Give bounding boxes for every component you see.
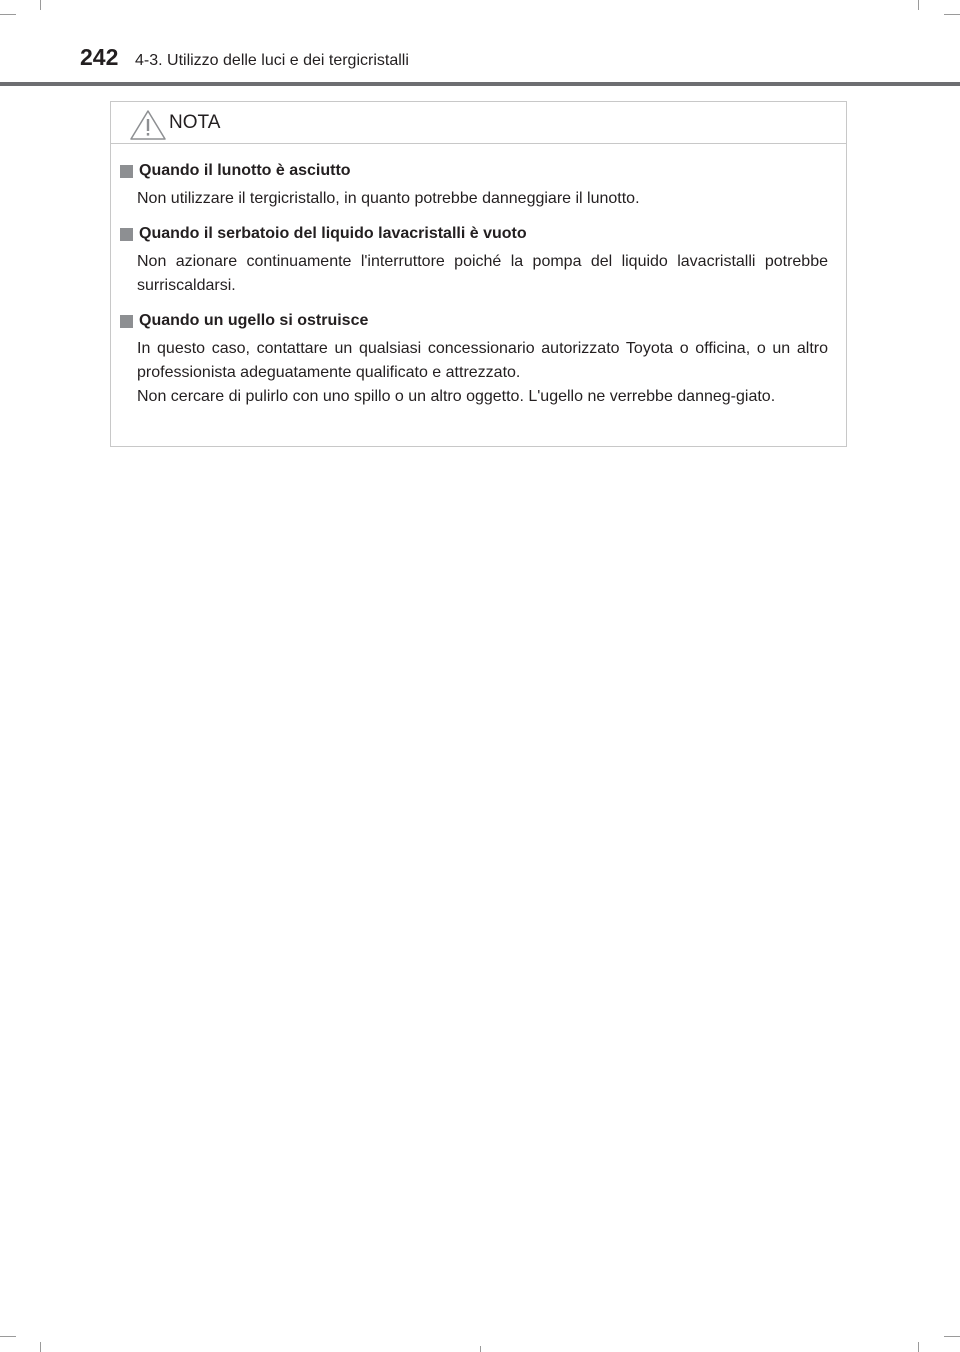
note-box — [110, 101, 847, 447]
section-title: 4-3. Utilizzo delle luci e dei tergicristalli — [135, 52, 409, 69]
note-item-text — [137, 187, 828, 211]
note-item-text — [137, 337, 828, 409]
crop-mark — [40, 0, 41, 10]
crop-mark — [0, 1336, 16, 1337]
note-item-title — [120, 222, 828, 246]
note-item — [120, 222, 828, 298]
note-body — [111, 144, 846, 409]
paragraph: In questo caso, contattare un qualsiasi concessionario autorizzato Toyota o officina, o un altro professionista adeguatamente qualificato e attrezzato. — [137, 340, 828, 381]
square-bullet-icon — [120, 228, 133, 241]
paragraph: Non azionare continuamente l'interruttore poiché la pompa del liquido lavacristalli potrebbe surriscaldarsi. — [137, 253, 828, 294]
crop-mark — [944, 14, 960, 15]
paragraph: Non utilizzare il tergicristallo, in quanto potrebbe danneggiare il lunotto. — [137, 190, 640, 207]
note-item-title-text: Quando il serbatoio del liquido lavacristalli è vuoto — [139, 225, 527, 242]
note-item — [120, 159, 828, 211]
square-bullet-icon — [120, 165, 133, 178]
note-item-title — [120, 309, 828, 333]
note-item-title-text: Quando il lunotto è asciutto — [139, 162, 351, 179]
square-bullet-icon — [120, 315, 133, 328]
crop-mark — [480, 1346, 481, 1352]
paragraph: Non cercare di pulirlo con uno spillo o un altro oggetto. L'ugello ne verrebbe danneg-giato. — [137, 388, 776, 405]
crop-mark — [918, 0, 919, 10]
crop-mark — [918, 1342, 919, 1352]
note-item-title-text: Quando un ugello si ostruisce — [139, 312, 369, 329]
header-rule — [0, 82, 960, 86]
crop-mark — [944, 1336, 960, 1337]
note-item-text — [137, 250, 828, 298]
warning-triangle-icon — [129, 109, 167, 141]
crop-mark — [0, 14, 16, 15]
note-item-title — [120, 159, 828, 183]
note-header — [111, 102, 846, 144]
page-number: 242 — [80, 44, 119, 70]
note-item — [120, 309, 828, 409]
note-label: NOTA — [169, 112, 221, 133]
crop-mark — [40, 1342, 41, 1352]
